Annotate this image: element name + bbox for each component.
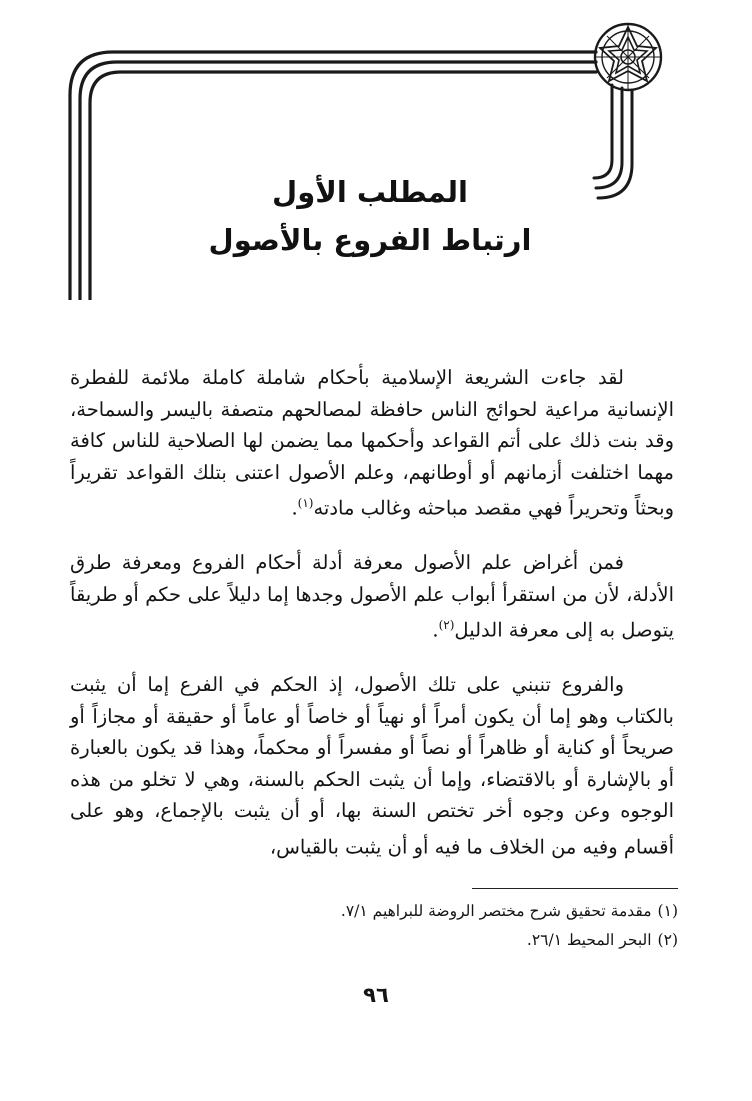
footnote-reference[interactable]: (١) xyxy=(297,496,314,510)
footnotes xyxy=(78,897,678,955)
page-number: ٩٦ xyxy=(363,983,389,1007)
footnote-reference[interactable]: (٢) xyxy=(438,618,455,632)
footnote-item: (١)مقدمة تحقيق شرح مختصر الروضة للبراهيم ٧/١. xyxy=(340,902,678,920)
footnote-divider xyxy=(472,888,678,889)
star-ornament-icon xyxy=(595,24,661,90)
section-heading xyxy=(150,168,590,264)
footnote-item: (٢)البحر المحيط ٢٦/١. xyxy=(526,931,678,949)
paragraph: والفروع تنبني على تلك الأصول، إذ الحكم في الفرع إما أن يثبت بالكتاب وهو إما أن يكون أمراً أو نهياً أو خاصاً أو عاماً أو حقيقة أو مجازاً أو صريحاً أو كناية أو ظاهراً أو نصاً أو مفسراً أو محكماً، وهذا قد يكون بالعبارة أو بالإشارة أو بالاقتضاء، وإما أن يثبت الحكم بالسنة، وهي لا تخلو من هذه الوجوه وعن وجوه أخر تختص السنة بها، أو أن يثبت بالإجماع، وهو على أقسام وفيه من الخلاف ما فيه أو أن يثبت بالقياس، xyxy=(70,673,674,858)
paragraph: لقد جاءت الشريعة الإسلامية بأحكام شاملة كاملة ملائمة للفطرة الإنسانية مراعية لحوائج الناس حافظة لمصالحهم متصفة باليسر والسماحة، وقد بنت ذلك على أتم القواعد وأحكمها مما يضمن لها الصلاحية للناس كافة مهما اختلفت أزمانهم أو أوطانهم، وعلم الأصول اعتنى بتلك القواعد تقريراً وبحثاً وتحريراً فهي مقصد مباحثه وغالب مادته$^{(١)}$. xyxy=(70,366,674,520)
section-subtitle: ارتباط الفروع بالأصول xyxy=(208,223,532,257)
section-title: المطلب الأول xyxy=(272,175,468,209)
paragraph: فمن أغراض علم الأصول معرفة أدلة أحكام الفروع ومعرفة طرق الأدلة، لأن من استقرأ أبواب علم الأصول وجدها إما دليلاً على حكم أو طريقاً يتوصل به إلى معرفة الدليل$^{(٢)}$. xyxy=(70,551,674,642)
main-body-text xyxy=(70,362,674,886)
